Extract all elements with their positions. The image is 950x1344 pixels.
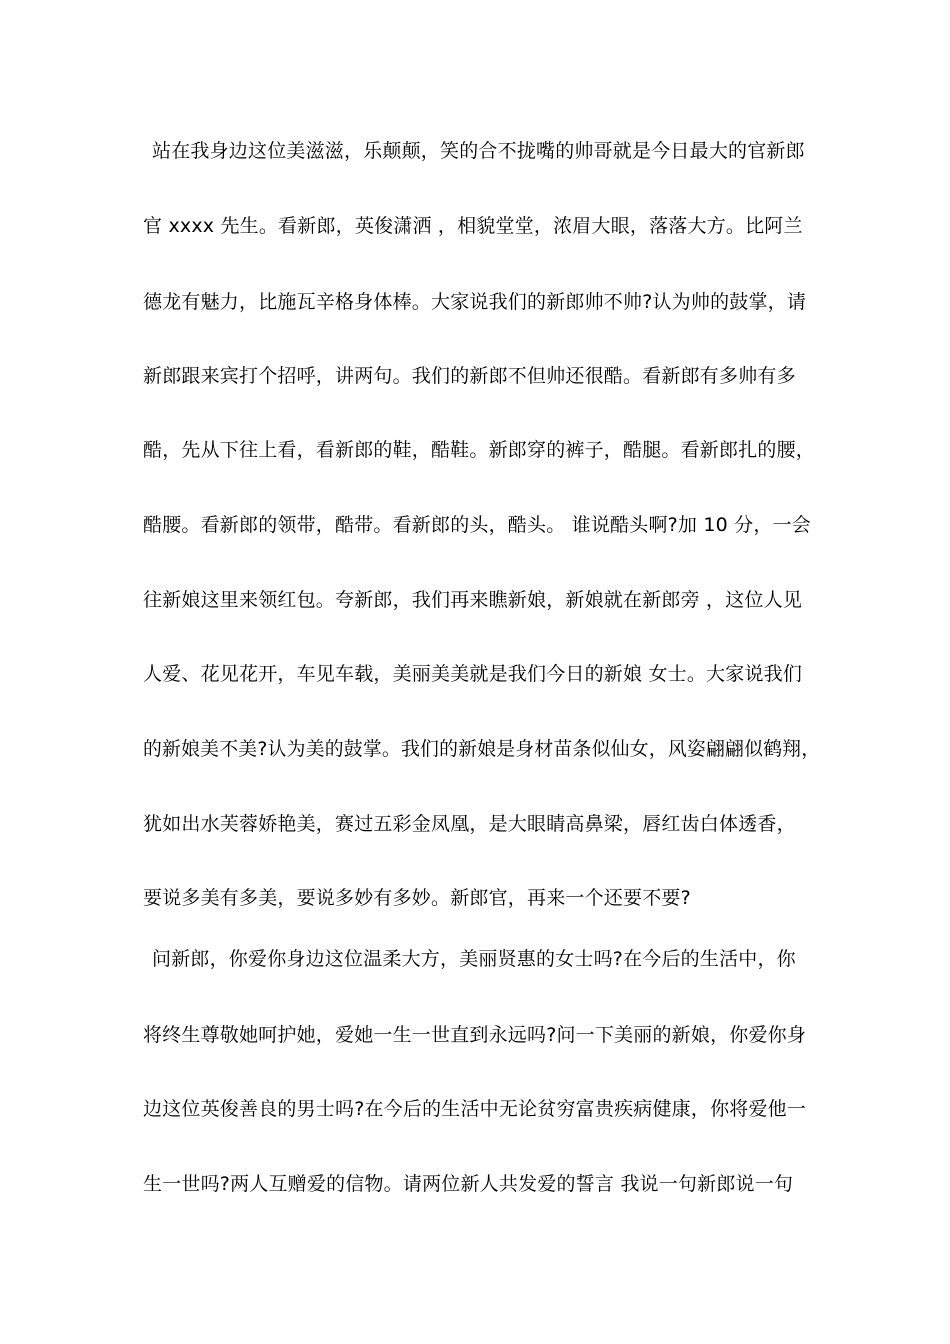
- text-line-13: 将终生尊敬她呵护她，爱她一生一世直到永远吗?问一下美丽的新娘，你爱你身: [143, 1024, 807, 1046]
- text-line-11: 要说多美有多美，要说多妙有多妙。新郎官，再来一个还要不要?: [143, 887, 691, 909]
- text-line-8: 人爱、花见花开，车见车载，美丽美美就是我们今日的新娘 女士。大家说我们: [143, 663, 803, 685]
- text-line-1: 站在我身边这位美滋滋，乐颠颠，笑的合不拢嘴的帅哥就是今日最大的官新郎: [152, 140, 805, 162]
- text-line-9: 的新娘美不美?认为美的鼓掌。我们的新娘是身材苗条似仙女，风姿翩翩似鹤翔，: [143, 738, 821, 760]
- text-line-5: 酷，先从下往上看，看新郎的鞋，酷鞋。新郎穿的裤子，酷腿。看新郎扎的腰，: [143, 439, 816, 461]
- text-line-10: 犹如出水芙蓉娇艳美，赛过五彩金凤凰，是大眼睛高鼻梁，唇红齿白体透香，: [143, 813, 796, 835]
- text-line-2: 官 xxxx 先生。看新郎，英俊潇洒 ，相貌堂堂，浓眉大眼，落落大方。比阿兰: [143, 215, 803, 237]
- text-line-6: 酷腰。看新郎的领带，酷带。看新郎的头，酷头。 谁说酷头啊?加 10 分，一会: [143, 514, 811, 536]
- text-line-7: 往新娘这里来领红包。夸新郎，我们再来瞧新娘，新娘就在新郎旁 ，这位人见: [143, 589, 803, 611]
- text-line-14: 边这位英俊善良的男士吗?在今后的生活中无论贫穷富贵疾病健康，你将爱他一: [143, 1098, 807, 1120]
- text-line-3: 德龙有魅力，比施瓦辛格身体棒。大家说我们的新郎帅不帅?认为帅的鼓掌，请: [143, 291, 807, 313]
- text-line-15: 生一世吗?两人互赠爱的信物。请两位新人共发爱的誓言 我说一句新郎说一句: [143, 1173, 794, 1195]
- text-line-4: 新郎跟来宾打个招呼，讲两句。我们的新郎不但帅还很酷。看新郎有多帅有多: [143, 365, 796, 387]
- text-line-12: 问新郎，你爱你身边这位温柔大方，美丽贤惠的女士吗?在今后的生活中，你: [152, 948, 796, 970]
